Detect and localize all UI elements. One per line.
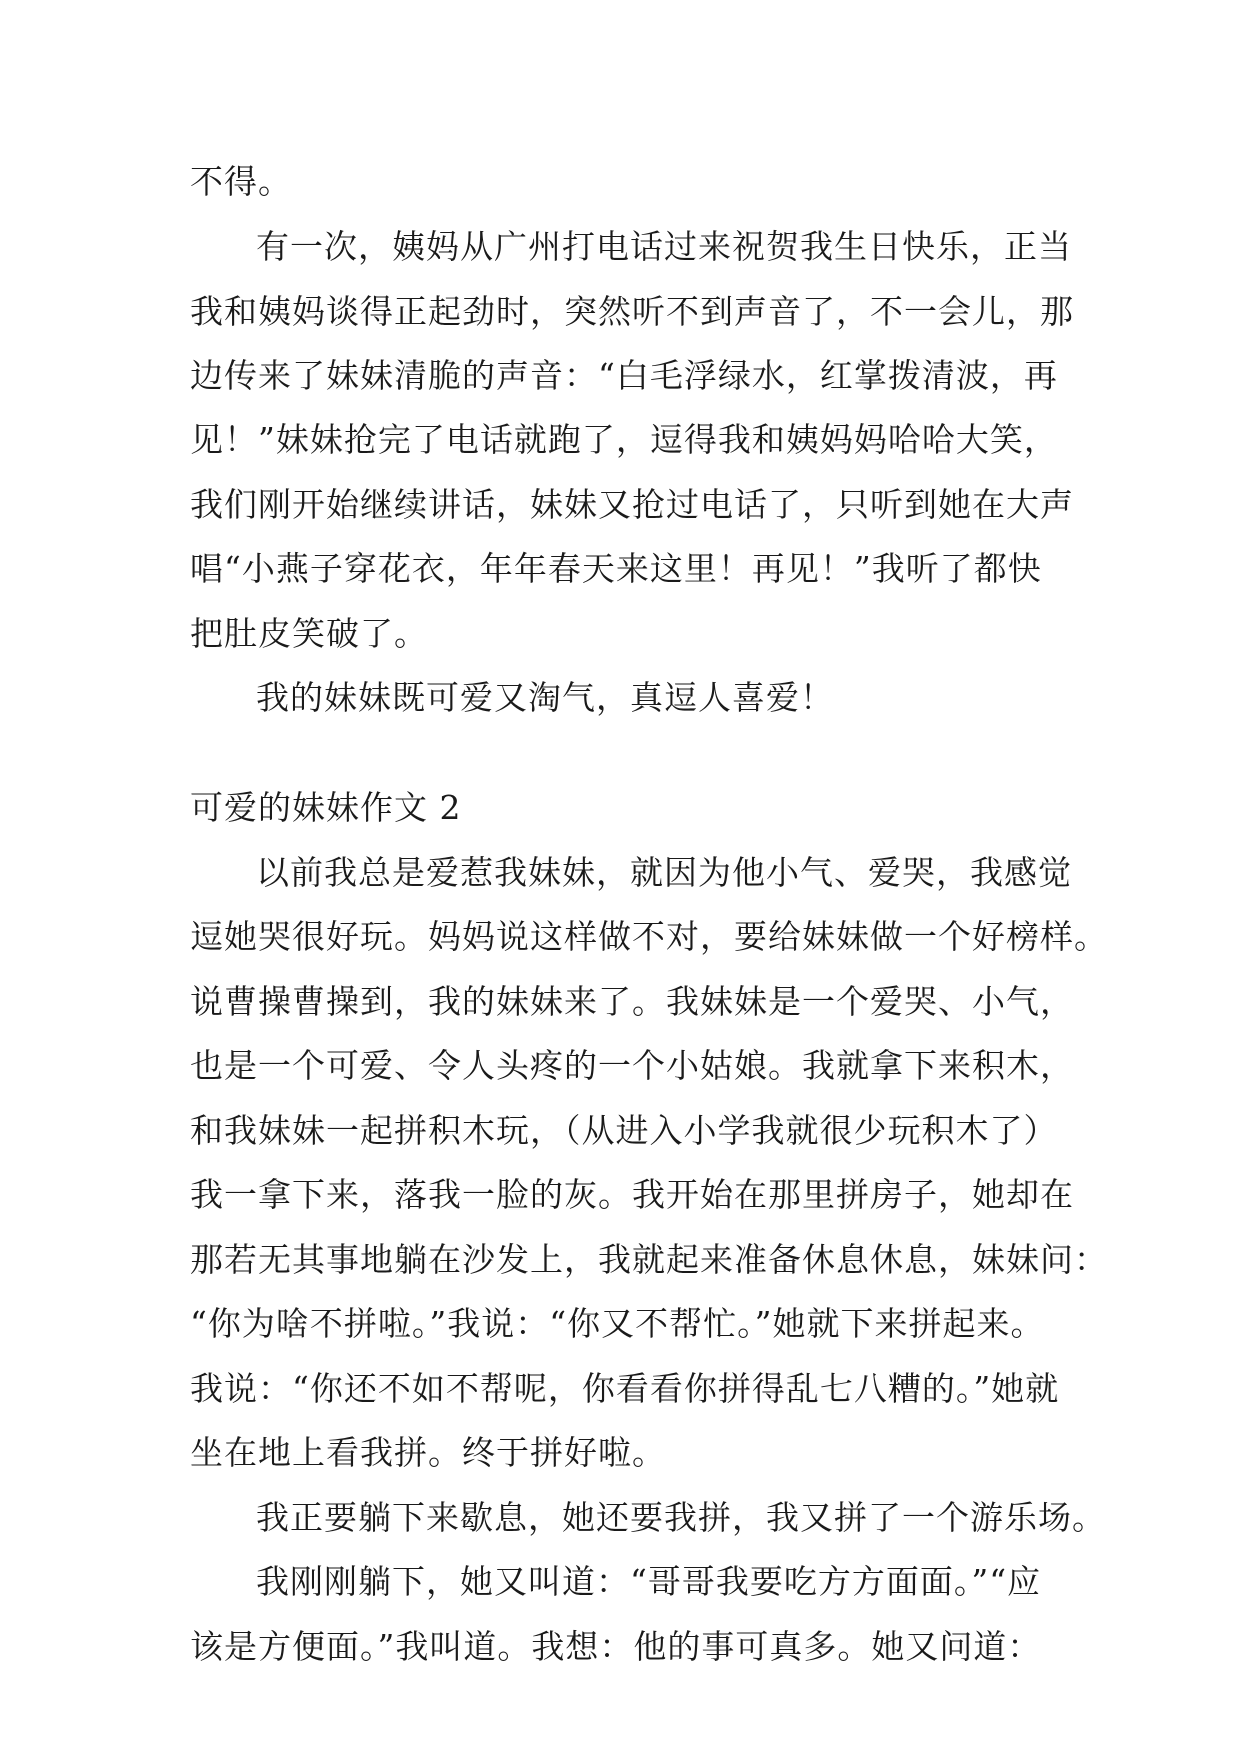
text-line: 那若无其事地躺在沙发上，我就起来准备休息休息，妹妹问：: [190, 1240, 1108, 1279]
text-line: 说曹操曹操到，我的妹妹来了。我妹妹是一个爱哭、小气，: [190, 982, 1074, 1021]
paragraph-first-line: 我正要躺下来歇息，她还要我拼，我又拼了一个游乐场。: [256, 1498, 1106, 1537]
text-line: 也是一个可爱、令人头疼的一个小姑娘。我就拿下来积木，: [190, 1046, 1074, 1085]
text-line: 唱“小燕子穿花衣，年年春天来这里！再见！”我听了都快: [190, 549, 1042, 588]
text-line: 我和姨妈谈得正起劲时，突然听不到声音了，不一会儿，那: [190, 292, 1074, 331]
paragraph-first-line: 有一次，姨妈从广州打电话过来祝贺我生日快乐，正当: [256, 227, 1072, 266]
text-line: 我一拿下来，落我一脸的灰。我开始在那里拼房子，她却在: [190, 1175, 1074, 1214]
text-line: 边传来了妹妹清脆的声音：“白毛浮绿水，红掌拨清波，再: [190, 356, 1058, 395]
text-line: “你为啥不拼啦。”我说：“你又不帮忙。”她就下来拼起来。: [190, 1304, 1045, 1343]
text-line: 见！”妹妹抢完了电话就跑了，逗得我和姨妈妈哈哈大笑，: [190, 420, 1058, 459]
text-line: 坐在地上看我拼。终于拼好啦。: [190, 1433, 666, 1472]
section-heading: 可爱的妹妹作文 2: [190, 788, 462, 827]
paragraph-first-line: 以前我总是爱惹我妹妹，就因为他小气、爱哭，我感觉: [256, 853, 1072, 892]
text-line: 把肚皮笑破了。: [190, 614, 428, 653]
paragraph-first-line: 我刚刚躺下，她又叫道：“哥哥我要吃方方面面。”“应: [256, 1562, 1042, 1601]
text-line: 和我妹妹一起拼积木玩，（从进入小学我就很少玩积木了）: [190, 1111, 1058, 1150]
text-line: 不得。: [190, 162, 292, 201]
text-line: 我说：“你还不如不帮呢，你看看你拼得乱七八糟的。”她就: [190, 1369, 1060, 1408]
text-line: 逗她哭很好玩。妈妈说这样做不对，要给妹妹做一个好榜样。: [190, 917, 1108, 956]
text-line: 我们刚开始继续讲话，妹妹又抢过电话了，只听到她在大声: [190, 485, 1074, 524]
text-line: 该是方便面。”我叫道。我想：他的事可真多。她又问道：: [190, 1627, 1042, 1666]
paragraph-first-line: 我的妹妹既可爱又淘气，真逗人喜爱！: [256, 678, 834, 717]
